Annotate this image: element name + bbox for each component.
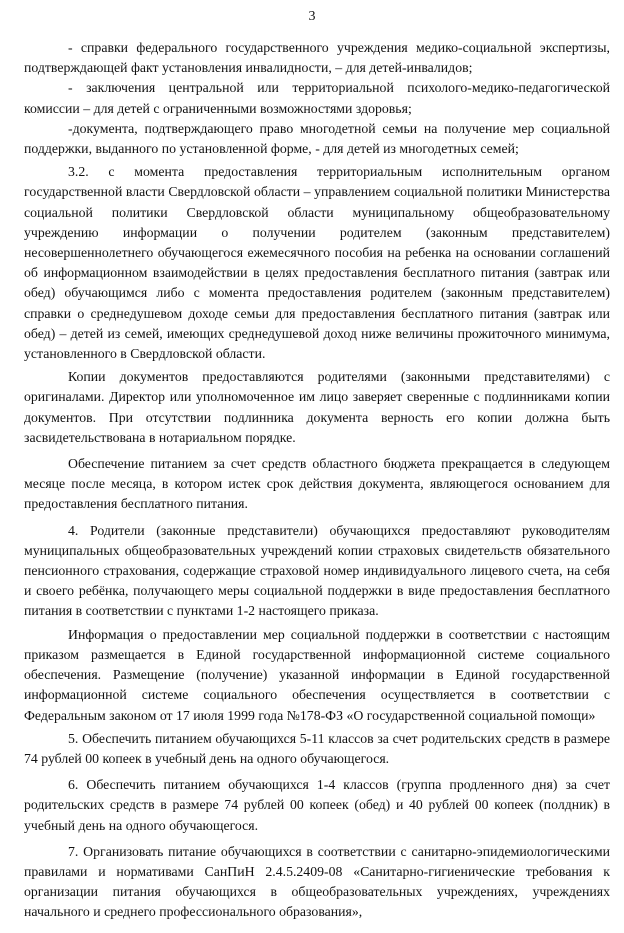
paragraph: - заключения центральной или территориальной психолого-медико-педагогической комиссии – для детей с ограниченными возможностями здоровья;	[24, 80, 610, 116]
paragraph: 7. Организовать питание обучающихся в соответствии с санитарно-эпидемиологическими правилами и нормативами СанПиН 2.4.5.2409-08 «Санитарно-гигиенические требования к организации питания обучающихся в общеобразовательных учреждениях, учреждениях начального и среднего профессионального образования»,	[24, 843, 610, 920]
paragraph: 5. Обеспечить питанием обучающихся 5-11 классов за счет родительских средств в размере 74 рублей 00 копеек в учебный день на одного обучающегося.	[24, 730, 610, 766]
paragraph: -документа, подтверждающего право многодетной семьи на получение мер социальной поддержки, выданного по установленной форме, - для детей из многодетных семей;	[24, 120, 610, 157]
paragraph: Обеспечение питанием за счет средств областного бюджета прекращается в следующем месяце после месяца, в котором истек срок действия документа, являющегося основанием для предоставления бесплатного питания.	[24, 456, 610, 512]
document-body	[24, 38, 610, 923]
paragraph: Копии документов предоставляются родителями (законными представителями) с оригиналами. Директор или уполномоченное им лицо заверяет сверенные с подлинниками копии документов. При отсутствии подлинника документа верность его копии должна быть засвидетельствована в нотариальном порядке.	[24, 369, 610, 445]
paragraph: - справки федерального государственного учреждения медико-социальной экспертизы, подтверждающей факт установления инвалидности, – для детей-инвалидов;	[24, 40, 610, 76]
paragraph: 4. Родители (законные представители) обучающихся предоставляют руководителям муниципальных общеобразовательных учреждений копии страховых свидетельств обязательного пенсионного страхования, содержащие страховой номер индивидуального лицевого счета, на себя и своего ребёнка, получающего меры социальной поддержки в виде предоставления бесплатного питания в соответствии с пунктами 1-2 настоящего приказа.	[24, 522, 610, 619]
paragraph: Информация о предоставлении мер социальной поддержки в соответствии с настоящим приказом размещается в Единой государственной информационной системе социального обеспечения. Размещение (получение) указанной информации в Единой государственной информационной системе социального обеспечения осуществляется в соответствии с Федеральным законом от 17 июля 1999 года №178-ФЗ «О государственной социальной помощи»	[24, 626, 610, 723]
page-number: 3	[308, 9, 316, 24]
paragraph: 6. Обеспечить питанием обучающихся 1-4 классов (группа продленного дня) за счет родительских средств в размере 74 рублей 00 копеек (обед) и 40 рублей 00 копеек (полдник) в учебный день на одного обучающегося.	[24, 777, 610, 833]
paragraph: 3.2. с момента предоставления территориальным исполнительным органом государственной власти Свердловской области – управлением социальной политики Министерства социальной политики Свердловской области муниципальному общеобразовательному учреждению информации о получении родителем (законным представителем) несовершеннолетнего обучающегося ежемесячного пособия на ребенка на основании соглашений об информационном взаимодействии в целях предоставления бесплатного питания (завтрак или обед) обучающимся либо с момента предоставления родителем (законным представителем) справки о среднедушевом доходе семьи для предоставления бесплатного питания (завтрак или обед) – детей из семей, имеющих среднедушевой доход ниже величины прожиточного минимума, установленного в Свердловской области.	[24, 164, 610, 362]
